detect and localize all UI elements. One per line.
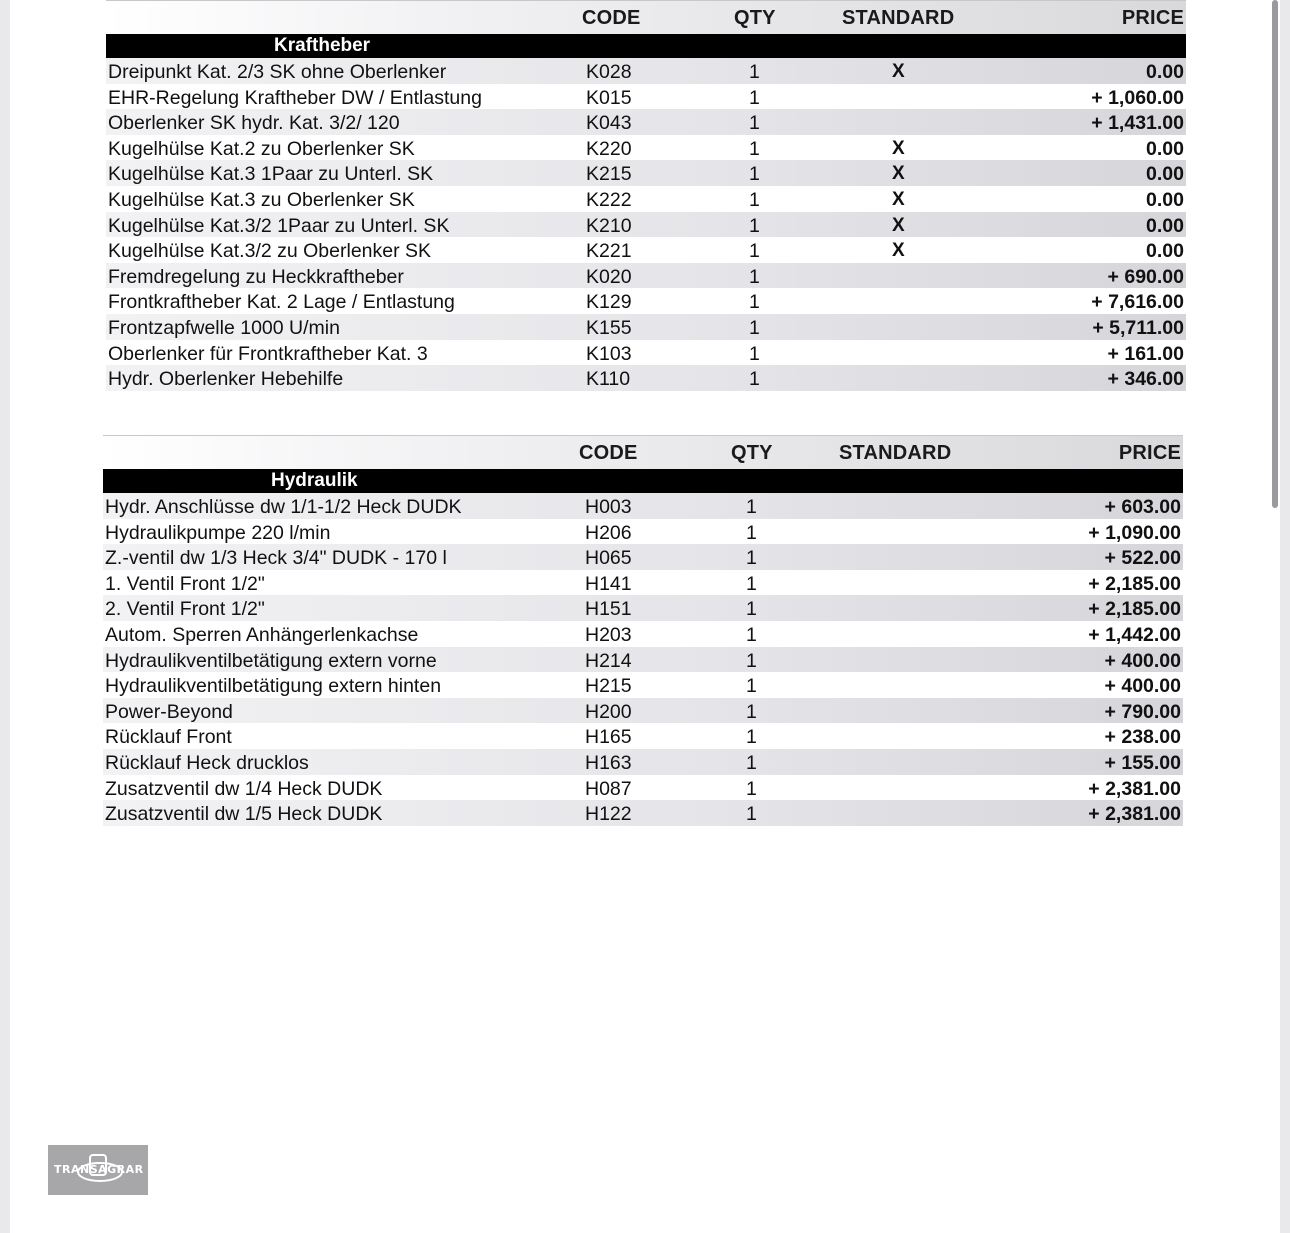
item-code: K220 bbox=[586, 137, 632, 160]
item-qty: 1 bbox=[746, 726, 757, 749]
item-price: + 400.00 bbox=[1104, 649, 1181, 672]
table-row bbox=[103, 698, 1183, 724]
item-qty: 1 bbox=[746, 700, 757, 723]
item-price: + 2,381.00 bbox=[1088, 777, 1181, 800]
item-description: Power-Beyond bbox=[105, 700, 233, 723]
item-qty: 1 bbox=[749, 112, 760, 135]
table-row bbox=[106, 314, 1186, 340]
item-price: + 690.00 bbox=[1107, 265, 1184, 288]
item-code: K221 bbox=[586, 240, 632, 263]
item-description: Frontzapfwelle 1000 U/min bbox=[108, 316, 340, 339]
item-list bbox=[103, 493, 1183, 826]
item-code: K028 bbox=[586, 61, 632, 83]
item-qty: 1 bbox=[749, 265, 760, 288]
table-row bbox=[106, 84, 1186, 110]
item-qty: 1 bbox=[746, 777, 757, 800]
table-row bbox=[103, 570, 1183, 596]
column-standard: STANDARD bbox=[839, 442, 952, 464]
item-price: + 522.00 bbox=[1104, 547, 1181, 570]
section-title-bar bbox=[103, 469, 1183, 493]
item-price: + 346.00 bbox=[1107, 368, 1184, 391]
item-code: H203 bbox=[585, 623, 632, 646]
column-qty: QTY bbox=[731, 442, 773, 464]
item-qty: 1 bbox=[746, 547, 757, 570]
item-description: Oberlenker für Frontkraftheber Kat. 3 bbox=[108, 342, 428, 365]
item-standard-mark: X bbox=[892, 137, 905, 159]
item-description: Rücklauf Heck drucklos bbox=[105, 751, 309, 774]
table-row bbox=[103, 775, 1183, 801]
table-row bbox=[103, 595, 1183, 621]
item-price: + 1,090.00 bbox=[1088, 521, 1181, 544]
table-row bbox=[103, 749, 1183, 775]
item-code: K015 bbox=[586, 86, 632, 109]
item-qty: 1 bbox=[749, 86, 760, 109]
item-price: 0.00 bbox=[1146, 214, 1184, 237]
item-description: Z.-ventil dw 1/3 Heck 3/4" DUDK - 170 l bbox=[105, 547, 447, 570]
table-row bbox=[103, 544, 1183, 570]
item-standard-mark: X bbox=[892, 240, 905, 262]
item-qty: 1 bbox=[749, 137, 760, 160]
section-title: Kraftheber bbox=[274, 35, 371, 56]
table-row bbox=[106, 212, 1186, 238]
logo-text: TRANSAGRAR bbox=[54, 1163, 144, 1176]
item-description: Kugelhülse Kat.3 1Paar zu Unterl. SK bbox=[108, 163, 434, 186]
item-code: K129 bbox=[586, 291, 632, 314]
item-qty: 1 bbox=[749, 163, 760, 186]
column-code: CODE bbox=[582, 7, 641, 29]
table-row bbox=[106, 135, 1186, 161]
item-price: 0.00 bbox=[1146, 188, 1184, 211]
table-row bbox=[103, 672, 1183, 698]
item-list bbox=[106, 58, 1186, 391]
table-row bbox=[106, 263, 1186, 289]
item-description: Kugelhülse Kat.3/2 1Paar zu Unterl. SK bbox=[108, 214, 450, 237]
item-price: + 603.00 bbox=[1104, 496, 1181, 518]
table-row bbox=[103, 723, 1183, 749]
item-price: + 7,616.00 bbox=[1091, 291, 1184, 314]
item-description: Autom. Sperren Anhängerlenkachse bbox=[105, 623, 419, 646]
item-price: + 1,442.00 bbox=[1088, 623, 1181, 646]
table-row bbox=[103, 493, 1183, 519]
item-qty: 1 bbox=[746, 496, 757, 518]
item-description: Oberlenker SK hydr. Kat. 3/2/ 120 bbox=[108, 112, 400, 135]
item-qty: 1 bbox=[746, 649, 757, 672]
item-qty: 1 bbox=[749, 61, 760, 83]
section-hydraulik bbox=[103, 435, 1183, 826]
item-standard-mark: X bbox=[892, 163, 905, 185]
item-standard-mark: X bbox=[892, 61, 905, 82]
item-description: Zusatzventil dw 1/4 Heck DUDK bbox=[105, 777, 383, 800]
column-qty: QTY bbox=[734, 7, 776, 29]
item-code: K110 bbox=[586, 368, 631, 391]
item-qty: 1 bbox=[746, 623, 757, 646]
item-code: H141 bbox=[585, 572, 632, 595]
item-code: K043 bbox=[586, 112, 632, 135]
item-description: Rücklauf Front bbox=[105, 726, 232, 749]
item-code: H165 bbox=[585, 726, 632, 749]
item-price: + 161.00 bbox=[1107, 342, 1184, 365]
section-title-bar bbox=[106, 34, 1186, 58]
column-price: PRICE bbox=[1118, 442, 1181, 464]
item-description: Kugelhülse Kat.2 zu Oberlenker SK bbox=[108, 137, 415, 160]
item-description: Frontkraftheber Kat. 2 Lage / Entlastung bbox=[108, 291, 455, 314]
item-code: H200 bbox=[585, 700, 632, 723]
item-code: K222 bbox=[586, 188, 632, 211]
vertical-scrollbar[interactable] bbox=[1272, 0, 1278, 508]
table-row bbox=[106, 288, 1186, 314]
item-qty: 1 bbox=[749, 368, 760, 391]
table-row bbox=[103, 647, 1183, 673]
table-row bbox=[106, 58, 1186, 84]
item-code: H065 bbox=[585, 547, 632, 570]
item-price: + 5,711.00 bbox=[1092, 316, 1184, 339]
column-header bbox=[103, 435, 1183, 469]
document-page bbox=[10, 0, 1280, 1233]
item-price: + 2,381.00 bbox=[1088, 803, 1181, 826]
item-price: + 238.00 bbox=[1104, 726, 1181, 749]
item-qty: 1 bbox=[746, 675, 757, 698]
item-code: H214 bbox=[585, 649, 632, 672]
item-qty: 1 bbox=[749, 291, 760, 314]
item-code: K103 bbox=[586, 342, 632, 365]
item-qty: 1 bbox=[749, 240, 760, 263]
item-description: Hydraulikpumpe 220 l/min bbox=[105, 521, 331, 544]
item-code: H163 bbox=[585, 751, 632, 774]
table-row bbox=[106, 109, 1186, 135]
table-row bbox=[103, 519, 1183, 545]
item-description: Hydraulikventilbetätigung extern vorne bbox=[105, 649, 437, 672]
item-description: Zusatzventil dw 1/5 Heck DUDK bbox=[105, 803, 383, 826]
item-description: 1. Ventil Front 1/2" bbox=[105, 572, 265, 595]
item-price: 0.00 bbox=[1146, 240, 1184, 263]
table-row bbox=[106, 340, 1186, 366]
table-row bbox=[106, 365, 1186, 391]
item-code: H206 bbox=[585, 521, 632, 544]
item-description: Dreipunkt Kat. 2/3 SK ohne Oberlenker bbox=[108, 61, 447, 83]
table-row bbox=[103, 800, 1183, 826]
item-price: + 400.00 bbox=[1104, 675, 1181, 698]
table-row bbox=[106, 160, 1186, 186]
item-code: H087 bbox=[585, 777, 632, 800]
item-standard-mark: X bbox=[892, 214, 905, 236]
item-price: + 2,185.00 bbox=[1088, 572, 1181, 595]
item-code: H151 bbox=[585, 598, 632, 621]
item-description: Hydr. Oberlenker Hebehilfe bbox=[108, 368, 344, 391]
item-code: H003 bbox=[585, 496, 632, 518]
item-price: + 1,060.00 bbox=[1091, 86, 1184, 109]
item-qty: 1 bbox=[746, 572, 757, 595]
item-price: + 2,185.00 bbox=[1088, 598, 1181, 621]
item-price: 0.00 bbox=[1146, 163, 1184, 186]
table-row bbox=[106, 186, 1186, 212]
item-code: H215 bbox=[585, 675, 632, 698]
item-code: K210 bbox=[586, 214, 632, 237]
table-row bbox=[103, 621, 1183, 647]
item-qty: 1 bbox=[749, 316, 760, 339]
item-qty: 1 bbox=[746, 598, 757, 621]
item-code: K215 bbox=[586, 163, 632, 186]
item-qty: 1 bbox=[749, 214, 760, 237]
item-price: 0.00 bbox=[1146, 137, 1184, 160]
column-code: CODE bbox=[579, 442, 638, 464]
section-kraftheber bbox=[106, 0, 1186, 391]
item-qty: 1 bbox=[749, 188, 760, 211]
item-code: K020 bbox=[586, 265, 632, 288]
item-description: EHR-Regelung Kraftheber DW / Entlastung bbox=[108, 86, 482, 109]
item-description: Fremdregelung zu Heckkraftheber bbox=[108, 265, 404, 288]
item-price: 0.00 bbox=[1146, 61, 1184, 83]
item-code: H122 bbox=[585, 803, 632, 826]
column-header bbox=[106, 0, 1186, 34]
section-title: Hydraulik bbox=[271, 470, 358, 491]
item-qty: 1 bbox=[749, 342, 760, 365]
item-code: K155 bbox=[586, 316, 632, 339]
item-qty: 1 bbox=[746, 803, 757, 826]
item-description: Kugelhülse Kat.3 zu Oberlenker SK bbox=[108, 188, 415, 211]
table-row bbox=[106, 237, 1186, 263]
item-qty: 1 bbox=[746, 751, 757, 774]
item-price: + 155.00 bbox=[1104, 751, 1181, 774]
item-description: Hydr. Anschlüsse dw 1/1-1/2 Heck DUDK bbox=[105, 496, 462, 518]
item-price: + 1,431.00 bbox=[1091, 112, 1184, 135]
item-standard-mark: X bbox=[892, 188, 905, 210]
column-price: PRICE bbox=[1121, 7, 1184, 29]
column-standard: STANDARD bbox=[842, 7, 955, 29]
item-qty: 1 bbox=[746, 521, 757, 544]
company-logo bbox=[48, 1145, 148, 1195]
item-description: 2. Ventil Front 1/2" bbox=[105, 598, 265, 621]
item-price: + 790.00 bbox=[1104, 700, 1181, 723]
item-description: Kugelhülse Kat.3/2 zu Oberlenker SK bbox=[108, 240, 432, 263]
item-description: Hydraulikventilbetätigung extern hinten bbox=[105, 675, 442, 698]
